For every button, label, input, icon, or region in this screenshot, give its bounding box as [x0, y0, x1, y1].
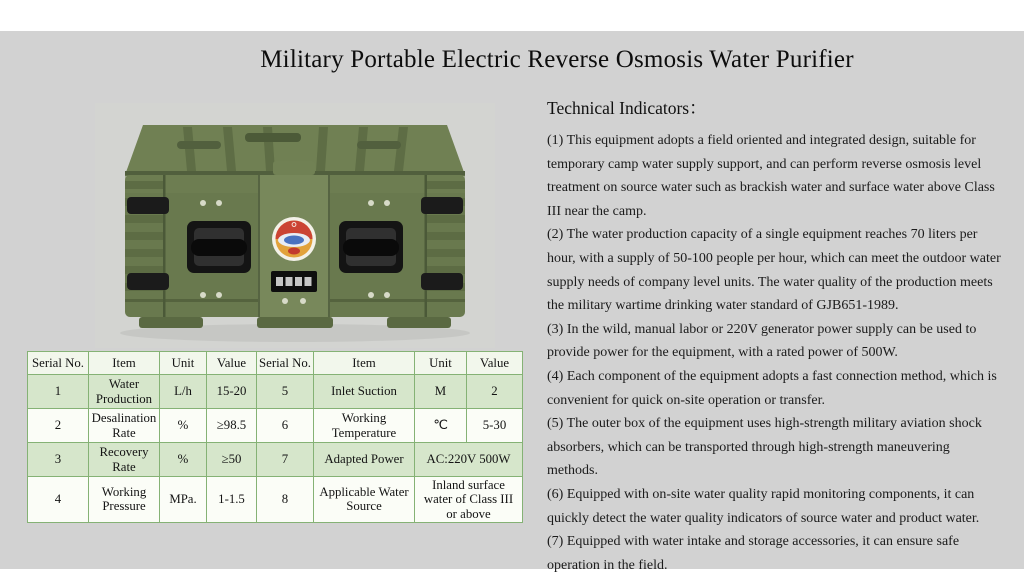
col-header: Item: [89, 352, 160, 375]
table-cell-merged: AC:220V 500W: [415, 443, 523, 477]
col-header: Serial No.: [28, 352, 89, 375]
tech-paragraph: (6) Equipped with on-site water quality rapid monitoring components, it can quickly detect the water quality indicators of source water and product water.: [547, 486, 980, 526]
table-cell: L/h: [160, 375, 207, 409]
page-title: Military Portable Electric Reverse Osmosis Water Purifier: [260, 46, 854, 73]
tech-paragraph: (3) In the wild, manual labor or 220V generator power supply can be used to provide power for the equipment, with a rated power of 500W.: [547, 321, 977, 361]
table-cell: Adapted Power: [314, 443, 415, 477]
tech-paragraph: (5) The outer box of the equipment uses high-strength military aviation shock absorbers, which can be transported through high-strength maneuvering methods.: [547, 416, 982, 479]
case-illustration: [95, 103, 495, 348]
table-cell: 5-30: [467, 409, 523, 443]
table-cell: M: [415, 375, 467, 409]
table-cell: Water Production: [89, 375, 160, 409]
table-cell: 1: [28, 375, 89, 409]
table-cell-merged: Inland surface water of Class III or above: [415, 477, 523, 523]
spec-table: [27, 351, 523, 523]
table-row: [28, 477, 523, 523]
table-cell: %: [160, 443, 207, 477]
table-cell: 5: [257, 375, 314, 409]
table-cell: 1-1.5: [207, 477, 257, 523]
col-header: Unit: [160, 352, 207, 375]
latch-top-left: [127, 197, 169, 214]
table-row: [28, 409, 523, 443]
table-cell: Working Temperature: [314, 409, 415, 443]
table-cell: Working Pressure: [89, 477, 160, 523]
latch-top-right: [421, 197, 463, 214]
table-cell: 2: [28, 409, 89, 443]
product-photo: [95, 103, 495, 348]
table-cell: %: [160, 409, 207, 443]
table-cell: 8: [257, 477, 314, 523]
col-header: Value: [207, 352, 257, 375]
case-label: [271, 271, 317, 292]
left-handle: [187, 221, 251, 273]
table-cell: MPa.: [160, 477, 207, 523]
tech-paragraph: (2) The water production capacity of a single equipment reaches 70 liters per hour, with a supply of 50-100 people per hour, which can meet the outdoor water supply needs of company level units. The water quality of the production meets the military wartime drinking water standard of GJB651-1989.: [547, 227, 1001, 314]
col-header: Serial No.: [257, 352, 314, 375]
table-cell: Applicable Water Source: [314, 477, 415, 523]
technical-indicators-section: [547, 95, 1003, 576]
table-cell: 7: [257, 443, 314, 477]
tech-paragraph: (4) Each component of the equipment adopts a fast connection method, which is convenient for quick on-site operation or transfer.: [547, 368, 997, 408]
tech-paragraph: (1) This equipment adopts a field oriented and integrated design, suitable for temporary camp water supply support, and can perform reverse osmosis level treatment on source water such as brackish water and surface water above Class III near the camp.: [547, 133, 995, 219]
tech-paragraph: (7) Equipped with water intake and storage accessories, it can ensure safe operation in the field.: [547, 534, 960, 573]
table-cell: 6: [257, 409, 314, 443]
table-cell: 2: [467, 375, 523, 409]
table-cell: 15-20: [207, 375, 257, 409]
table-cell: 4: [28, 477, 89, 523]
col-header: Item: [314, 352, 415, 375]
table-cell: Recovery Rate: [89, 443, 160, 477]
table-cell: Inlet Suction: [314, 375, 415, 409]
lid-handle-slot: [245, 133, 301, 142]
col-header: Value: [467, 352, 523, 375]
table-cell: ℃: [415, 409, 467, 443]
latch-bottom-right: [421, 273, 463, 290]
table-row: [28, 443, 523, 477]
right-handle: [339, 221, 403, 273]
table-cell: ≥50: [207, 443, 257, 477]
table-cell: ≥98.5: [207, 409, 257, 443]
technical-indicators-heading: Technical Indicators：: [547, 98, 707, 118]
spec-header-row: [28, 352, 523, 375]
emblem-badge-icon: [272, 217, 316, 261]
table-cell: 3: [28, 443, 89, 477]
table-cell: Desalination Rate: [89, 409, 160, 443]
table-row: [28, 375, 523, 409]
latch-bottom-left: [127, 273, 169, 290]
col-header: Unit: [415, 352, 467, 375]
